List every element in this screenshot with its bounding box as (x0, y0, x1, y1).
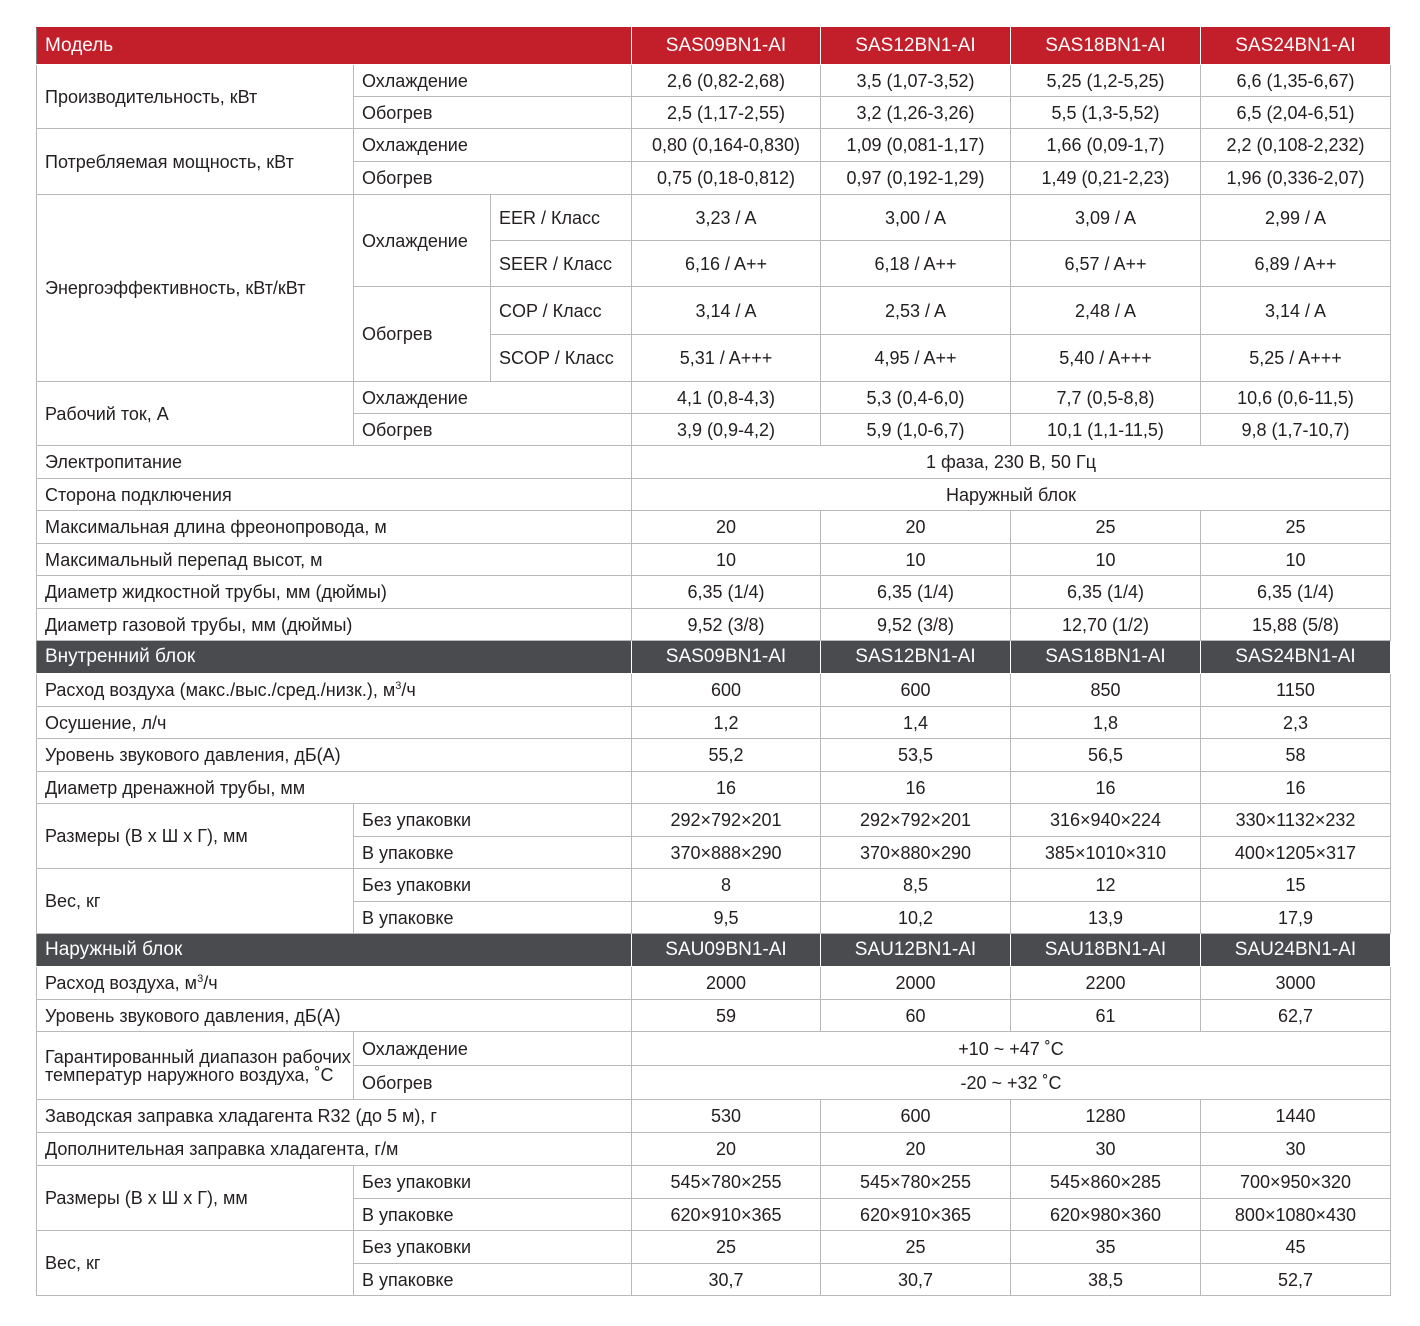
row-label: Вес, кг (37, 869, 354, 934)
value-cell: 2,2 (0,108-2,232) (1201, 129, 1391, 162)
model-header-cell: SAS09BN1-AI (632, 28, 821, 65)
value-cell: 0,75 (0,18-0,812) (632, 162, 821, 195)
value-cell: 5,3 (0,4-6,0) (821, 382, 1011, 414)
value-cell: 20 (821, 1133, 1011, 1166)
value-cell: 292×792×201 (632, 804, 821, 837)
value-cell: 2,6 (0,82-2,68) (632, 65, 821, 97)
value-cell: 6,35 (1/4) (632, 576, 821, 609)
table-row (37, 1000, 1391, 1032)
row-label: Потребляемая мощность, кВт (37, 129, 354, 195)
model-header-cell: SAS24BN1-AI (1201, 641, 1391, 674)
value-cell: 30,7 (821, 1264, 1011, 1296)
value-cell: 0,80 (0,164-0,830) (632, 129, 821, 162)
value-cell: 6,35 (1/4) (1011, 576, 1201, 609)
table-row (37, 609, 1391, 641)
value-cell: 20 (821, 511, 1011, 544)
value-cell: 12,70 (1/2) (1011, 609, 1201, 641)
value-cell: 53,5 (821, 739, 1011, 772)
value-cell: 20 (632, 1133, 821, 1166)
sub-label: Охлаждение (354, 195, 491, 287)
model-header-cell: SAU09BN1-AI (632, 934, 821, 967)
value-cell: Наружный блок (632, 479, 1391, 511)
sub-label: Без упаковки (354, 1166, 632, 1199)
value-cell: 3,00 / A (821, 195, 1011, 241)
value-cell: 6,16 / A++ (632, 241, 821, 287)
value-cell: 3,9 (0,9-4,2) (632, 414, 821, 446)
value-cell: 17,9 (1201, 902, 1391, 934)
table-row (37, 674, 1391, 707)
row-label: Гарантированный диапазон рабочих температур наружного воздуха, ˚С (37, 1032, 354, 1100)
row-label: Вес, кг (37, 1231, 354, 1296)
value-cell: 292×792×201 (821, 804, 1011, 837)
value-cell: 2,48 / A (1011, 287, 1201, 335)
value-cell: 6,18 / A++ (821, 241, 1011, 287)
spec-table (36, 27, 1391, 1296)
value-cell: 16 (821, 772, 1011, 804)
value-cell: 56,5 (1011, 739, 1201, 772)
value-cell: 2000 (632, 967, 821, 1000)
value-cell: 3000 (1201, 967, 1391, 1000)
value-cell: 6,57 / A++ (1011, 241, 1201, 287)
row-label: Электропитание (37, 446, 632, 479)
value-cell: 4,1 (0,8-4,3) (632, 382, 821, 414)
value-cell: 9,8 (1,7-10,7) (1201, 414, 1391, 446)
sub-label: В упаковке (354, 837, 632, 869)
sub-label: Обогрев (354, 1066, 632, 1100)
value-cell: 38,5 (1011, 1264, 1201, 1296)
table-row (37, 129, 1391, 162)
value-cell: 10 (821, 544, 1011, 576)
value-cell: 545×780×255 (821, 1166, 1011, 1199)
table-row (37, 1032, 1391, 1066)
value-cell: 1,96 (0,336-2,07) (1201, 162, 1391, 195)
model-header-cell: SAU24BN1-AI (1201, 934, 1391, 967)
value-cell: 3,14 / A (632, 287, 821, 335)
value-cell: 25 (1011, 511, 1201, 544)
value-cell: 12 (1011, 869, 1201, 902)
value-cell: 2,5 (1,17-2,55) (632, 97, 821, 129)
table-row (37, 1133, 1391, 1166)
value-cell: 6,5 (2,04-6,51) (1201, 97, 1391, 129)
value-cell: 6,89 / A++ (1201, 241, 1391, 287)
value-cell: 2000 (821, 967, 1011, 1000)
value-cell: 59 (632, 1000, 821, 1032)
value-cell: 370×880×290 (821, 837, 1011, 869)
row-label: Размеры (В х Ш х Г), мм (37, 1166, 354, 1231)
value-cell: 3,5 (1,07-3,52) (821, 65, 1011, 97)
sub-label: В упаковке (354, 1264, 632, 1296)
value-cell: 1,2 (632, 707, 821, 739)
value-cell: 13,9 (1011, 902, 1201, 934)
label-text: /ч (203, 973, 218, 993)
metric-label: SEER / Класс (491, 241, 632, 287)
table-row (37, 707, 1391, 739)
value-cell: 2,3 (1201, 707, 1391, 739)
sub-label: Охлаждение (354, 65, 632, 97)
value-cell: 0,97 (0,192-1,29) (821, 162, 1011, 195)
value-cell: 10 (632, 544, 821, 576)
value-cell: 385×1010×310 (1011, 837, 1201, 869)
value-cell: 5,9 (1,0-6,7) (821, 414, 1011, 446)
model-header-cell: SAU18BN1-AI (1011, 934, 1201, 967)
value-cell: 600 (821, 674, 1011, 707)
label-superscript: 3 (197, 973, 204, 985)
value-cell: 3,2 (1,26-3,26) (821, 97, 1011, 129)
table-row (37, 804, 1391, 837)
table-row (37, 544, 1391, 576)
value-cell: 5,40 / A+++ (1011, 335, 1201, 382)
table-row (37, 195, 1391, 241)
metric-label: SCOP / Класс (491, 335, 632, 382)
row-label: Энергоэффективность, кВт/кВт (37, 195, 354, 382)
value-cell: 545×860×285 (1011, 1166, 1201, 1199)
value-cell: 3,09 / A (1011, 195, 1201, 241)
value-cell: 16 (1011, 772, 1201, 804)
model-header-label: Модель (37, 28, 632, 65)
value-cell: 58 (1201, 739, 1391, 772)
value-cell: 330×1132×232 (1201, 804, 1391, 837)
value-cell: 16 (1201, 772, 1391, 804)
value-cell: 45 (1201, 1231, 1391, 1264)
sub-label: Охлаждение (354, 1032, 632, 1066)
table-row (37, 739, 1391, 772)
table-row (37, 967, 1391, 1000)
value-cell: 15 (1201, 869, 1391, 902)
value-cell: 370×888×290 (632, 837, 821, 869)
value-cell: 1,66 (0,09-1,7) (1011, 129, 1201, 162)
row-label: Максимальная длина фреонопровода, м (37, 511, 632, 544)
value-cell: 6,35 (1/4) (821, 576, 1011, 609)
value-cell: 7,7 (0,5-8,8) (1011, 382, 1201, 414)
sub-label: Охлаждение (354, 382, 632, 414)
table-row (37, 479, 1391, 511)
label-text: /ч (401, 680, 416, 700)
value-cell: 8,5 (821, 869, 1011, 902)
value-cell: 316×940×224 (1011, 804, 1201, 837)
value-cell: 1,09 (0,081-1,17) (821, 129, 1011, 162)
table-row (37, 446, 1391, 479)
model-header-cell: SAS12BN1-AI (821, 28, 1011, 65)
row-label: Сторона подключения (37, 479, 632, 511)
value-cell: 1,49 (0,21-2,23) (1011, 162, 1201, 195)
value-cell: 1 фаза, 230 В, 50 Гц (632, 446, 1391, 479)
value-cell: 62,7 (1201, 1000, 1391, 1032)
value-cell: 35 (1011, 1231, 1201, 1264)
model-header-cell: SAS12BN1-AI (821, 641, 1011, 674)
model-header-cell: SAS18BN1-AI (1011, 641, 1201, 674)
value-cell: 9,52 (3/8) (821, 609, 1011, 641)
value-cell: 5,31 / A+++ (632, 335, 821, 382)
value-cell: 620×910×365 (821, 1199, 1011, 1231)
value-cell: 25 (632, 1231, 821, 1264)
section-header-label: Внутренний блок (37, 641, 632, 674)
table-row (37, 1100, 1391, 1133)
value-cell: 5,25 (1,2-5,25) (1011, 65, 1201, 97)
row-label: Диаметр дренажной трубы, мм (37, 772, 632, 804)
value-cell: 6,6 (1,35-6,67) (1201, 65, 1391, 97)
row-label: Уровень звукового давления, дБ(А) (37, 1000, 632, 1032)
model-header-cell: SAS09BN1-AI (632, 641, 821, 674)
value-cell: -20 ~ +32 ˚С (632, 1066, 1391, 1100)
sub-label: Без упаковки (354, 1231, 632, 1264)
value-cell: 1280 (1011, 1100, 1201, 1133)
sub-label: В упаковке (354, 902, 632, 934)
label-superscript: 3 (395, 680, 402, 692)
value-cell: 10 (1011, 544, 1201, 576)
value-cell: 61 (1011, 1000, 1201, 1032)
value-cell: 55,2 (632, 739, 821, 772)
value-cell: 9,5 (632, 902, 821, 934)
row-label: Размеры (В х Ш х Г), мм (37, 804, 354, 869)
value-cell: 10 (1201, 544, 1391, 576)
row-label: Максимальный перепад высот, м (37, 544, 632, 576)
value-cell: 1440 (1201, 1100, 1391, 1133)
value-cell: 600 (821, 1100, 1011, 1133)
sub-label: Обогрев (354, 97, 632, 129)
value-cell: 545×780×255 (632, 1166, 821, 1199)
model-header-cell: SAS18BN1-AI (1011, 28, 1201, 65)
label-text: Расход воздуха (макс./выс./сред./низк.), м (45, 680, 396, 700)
table-row (37, 511, 1391, 544)
outdoor-header-row (37, 934, 1391, 967)
section-header-label: Наружный блок (37, 934, 632, 967)
value-cell: 5,5 (1,3-5,52) (1011, 97, 1201, 129)
sub-label: Охлаждение (354, 129, 632, 162)
value-cell: 9,52 (3/8) (632, 609, 821, 641)
value-cell: 30 (1201, 1133, 1391, 1166)
value-cell: 20 (632, 511, 821, 544)
value-cell: 1,4 (821, 707, 1011, 739)
value-cell: 8 (632, 869, 821, 902)
row-label: Диаметр жидкостной трубы, мм (дюймы) (37, 576, 632, 609)
table-row (37, 869, 1391, 902)
value-cell: 620×910×365 (632, 1199, 821, 1231)
value-cell: 25 (1201, 511, 1391, 544)
metric-label: EER / Класс (491, 195, 632, 241)
value-cell: 15,88 (5/8) (1201, 609, 1391, 641)
row-label: Заводская заправка хладагента R32 (до 5 м), г (37, 1100, 632, 1133)
value-cell: 600 (632, 674, 821, 707)
value-cell: 1,8 (1011, 707, 1201, 739)
value-cell: 2,99 / A (1201, 195, 1391, 241)
value-cell: 4,95 / A++ (821, 335, 1011, 382)
value-cell: 10,1 (1,1-11,5) (1011, 414, 1201, 446)
value-cell: 10,2 (821, 902, 1011, 934)
value-cell: 3,23 / A (632, 195, 821, 241)
row-label: Производительность, кВт (37, 65, 354, 129)
label-text: Расход воздуха, м (45, 973, 198, 993)
value-cell: 400×1205×317 (1201, 837, 1391, 869)
sub-label: Обогрев (354, 414, 632, 446)
value-cell: 620×980×360 (1011, 1199, 1201, 1231)
value-cell: 10,6 (0,6-11,5) (1201, 382, 1391, 414)
value-cell: 700×950×320 (1201, 1166, 1391, 1199)
row-label: Осушение, л/ч (37, 707, 632, 739)
value-cell: +10 ~ +47 ˚С (632, 1032, 1391, 1066)
value-cell: 2,53 / A (821, 287, 1011, 335)
value-cell: 3,14 / A (1201, 287, 1391, 335)
table-row (37, 1166, 1391, 1199)
row-label: Дополнительная заправка хладагента, г/м (37, 1133, 632, 1166)
model-header-cell: SAS24BN1-AI (1201, 28, 1391, 65)
sub-label: Без упаковки (354, 869, 632, 902)
value-cell: 2200 (1011, 967, 1201, 1000)
table-row (37, 382, 1391, 414)
value-cell: 1150 (1201, 674, 1391, 707)
value-cell: 6,35 (1/4) (1201, 576, 1391, 609)
table-row (37, 1231, 1391, 1264)
sub-label: Обогрев (354, 287, 491, 382)
table-row (37, 772, 1391, 804)
model-header-cell: SAU12BN1-AI (821, 934, 1011, 967)
indoor-header-row (37, 641, 1391, 674)
row-label: Рабочий ток, А (37, 382, 354, 446)
value-cell: 60 (821, 1000, 1011, 1032)
value-cell: 25 (821, 1231, 1011, 1264)
value-cell: 52,7 (1201, 1264, 1391, 1296)
value-cell: 16 (632, 772, 821, 804)
value-cell: 30 (1011, 1133, 1201, 1166)
table-row (37, 65, 1391, 97)
row-label: Диаметр газовой трубы, мм (дюймы) (37, 609, 632, 641)
sub-label: В упаковке (354, 1199, 632, 1231)
row-label (37, 967, 632, 1000)
metric-label: COP / Класс (491, 287, 632, 335)
sub-label: Без упаковки (354, 804, 632, 837)
value-cell: 30,7 (632, 1264, 821, 1296)
row-label (37, 674, 632, 707)
value-cell: 5,25 / A+++ (1201, 335, 1391, 382)
value-cell: 850 (1011, 674, 1201, 707)
table-row (37, 576, 1391, 609)
row-label: Уровень звукового давления, дБ(А) (37, 739, 632, 772)
value-cell: 800×1080×430 (1201, 1199, 1391, 1231)
value-cell: 530 (632, 1100, 821, 1133)
model-header-row (37, 28, 1391, 65)
sub-label: Обогрев (354, 162, 632, 195)
